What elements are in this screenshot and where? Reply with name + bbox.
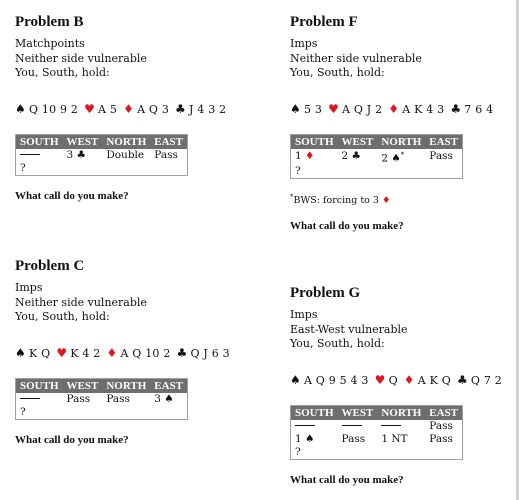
club-icon: ♣ <box>76 148 86 161</box>
heart-icon: ♥ <box>56 345 68 360</box>
club-icon: ♣ <box>450 101 462 116</box>
auction-header-cell: NORTH <box>102 378 150 393</box>
bid-text: Pass <box>106 392 130 405</box>
problem-info <box>15 37 230 81</box>
auction-header-cell: EAST <box>150 378 187 393</box>
auction-cell <box>63 393 103 406</box>
club-icon: ♣ <box>351 150 361 163</box>
question: What call do you make? <box>290 473 404 486</box>
hand-suit-club <box>457 372 502 389</box>
hand <box>290 101 505 117</box>
spade-icon: ♠ <box>290 101 301 116</box>
auction-cell <box>377 446 425 460</box>
footnote-text: BWS: forcing to 3 <box>293 195 382 207</box>
club-icon: ♣ <box>176 345 188 360</box>
problem-info <box>290 37 505 81</box>
auction-cell <box>291 446 338 460</box>
club-icon: ♣ <box>456 372 468 387</box>
dash-line <box>342 425 362 426</box>
hand <box>290 372 505 388</box>
bid-text: Pass <box>429 432 453 445</box>
hand-cards: A Q 10 2 <box>120 346 171 360</box>
problem-c <box>15 257 230 446</box>
hand-cards: Q J 6 3 <box>190 346 230 360</box>
hand-suit-spade <box>15 101 78 118</box>
hand-suit-club <box>177 345 230 362</box>
auction-header-cell: NORTH <box>377 405 425 420</box>
auction-header-cell: SOUTH <box>291 405 338 420</box>
auction-row <box>291 446 463 460</box>
auction-cell <box>63 149 103 162</box>
hand-cards: A Q J 2 <box>342 102 383 116</box>
auction-header-row <box>16 134 188 149</box>
auction-cell <box>16 406 63 420</box>
scoring-line: Matchpoints <box>15 37 85 50</box>
auction-row <box>291 433 463 446</box>
auction-cell <box>425 446 462 460</box>
hand-suit-diamond <box>123 101 169 118</box>
vulnerability-line: Neither side vulnerable <box>290 51 422 65</box>
auction-header-cell: WEST <box>63 378 103 393</box>
hold-line: You, South, hold: <box>15 310 110 323</box>
hand-suit-diamond <box>404 372 451 389</box>
auction-cell <box>425 420 462 433</box>
problem-info <box>15 281 230 325</box>
auction-cell <box>425 149 462 166</box>
problem-title: Problem B <box>15 14 84 30</box>
question: What call do you make? <box>15 433 129 446</box>
spade-icon: ♠ <box>391 152 401 164</box>
dash-line <box>295 425 315 426</box>
auction-cell <box>16 162 63 176</box>
auction-cell <box>338 446 378 460</box>
auction-cell <box>150 149 187 162</box>
question: What call do you make? <box>15 189 129 202</box>
auction-cell <box>102 162 150 176</box>
auction-header-cell: WEST <box>63 134 103 149</box>
scoring-line: Imps <box>290 308 318 321</box>
diamond-icon: ♦ <box>381 195 391 207</box>
hand-cards: A Q 3 <box>137 102 170 116</box>
auction-row <box>291 165 463 179</box>
hand-cards: K Q <box>28 346 51 360</box>
auction-cell <box>377 433 425 446</box>
auction-cell <box>338 420 378 433</box>
diamond-icon: ♦ <box>388 101 400 116</box>
auction-header-row <box>291 405 463 420</box>
problem-title: Problem G <box>290 285 361 301</box>
bid-text: 1 <box>295 150 306 163</box>
problem-title: Problem F <box>290 14 358 30</box>
auction-row <box>16 393 188 406</box>
question: What call do you make? <box>290 220 404 233</box>
hand-suit-diamond <box>107 345 171 362</box>
scoring-line: Imps <box>15 281 43 294</box>
dash-line <box>381 425 401 426</box>
problem-b <box>15 13 230 202</box>
bid-text: 2 <box>381 152 392 164</box>
problem-title: Problem C <box>15 258 85 274</box>
bid-text: Pass <box>429 150 453 163</box>
bid-text: Pass <box>154 148 178 161</box>
auction-row <box>291 420 463 433</box>
heart-icon: ♥ <box>374 372 386 387</box>
auction-header-cell: WEST <box>338 405 378 420</box>
hand-cards: A Q 9 5 4 3 <box>303 373 369 387</box>
dash-line <box>20 154 40 155</box>
auction-cell <box>291 433 338 446</box>
bid-text: ? <box>295 165 301 177</box>
auction-cell <box>150 406 187 420</box>
bid-text: ? <box>20 405 26 418</box>
hand-cards: A K 4 3 <box>402 102 445 116</box>
auction-cell <box>102 393 150 406</box>
hand-cards: Q <box>388 373 398 387</box>
bid-text: 1 NT <box>381 432 408 445</box>
auction-header-row <box>16 378 188 393</box>
dash-line <box>20 398 40 399</box>
hand-cards: Q 7 2 <box>470 373 502 387</box>
hand-suit-heart <box>56 345 100 362</box>
auction-cell <box>377 149 425 166</box>
hold-line: You, South, hold: <box>290 66 385 79</box>
club-icon: ♣ <box>175 101 186 116</box>
auction-cell <box>150 162 187 176</box>
auction-cell <box>338 149 378 166</box>
vulnerability-line: East-West vulnerable <box>290 322 408 336</box>
auction-table <box>15 378 188 420</box>
hand-suit-heart <box>375 372 398 389</box>
heart-icon: ♥ <box>84 101 96 116</box>
auction-cell <box>377 165 425 179</box>
footnote-mark: * <box>290 193 294 201</box>
bid-text: 1 <box>295 432 306 445</box>
bid-text: 3 <box>154 392 165 405</box>
auction-table <box>290 405 463 460</box>
footnote-mark: * <box>400 150 405 159</box>
hand <box>15 345 230 361</box>
vulnerability-line: Neither side vulnerable <box>15 295 147 309</box>
auction-cell <box>291 149 338 166</box>
bid-text: 3 <box>66 148 77 161</box>
bid-text: Pass <box>341 432 366 445</box>
problem-info <box>290 308 505 352</box>
scoring-line: Imps <box>290 37 318 50</box>
hand-cards: 7 6 4 <box>464 102 494 116</box>
auction-cell <box>425 165 462 179</box>
bid-text: 2 <box>341 150 352 163</box>
auction-row <box>16 149 188 162</box>
auction-cell <box>150 393 187 406</box>
auction-cell <box>102 406 150 420</box>
auction-header-cell: EAST <box>425 134 462 149</box>
hold-line: You, South, hold: <box>290 337 385 350</box>
spade-icon: ♠ <box>15 345 26 360</box>
auction-cell <box>16 149 63 162</box>
auction-cell <box>102 149 150 162</box>
spade-icon: ♠ <box>305 432 315 445</box>
bid-text: Double <box>106 148 145 161</box>
problem-f <box>290 13 505 232</box>
auction-table <box>290 134 463 180</box>
heart-icon: ♥ <box>328 101 340 116</box>
auction-row <box>16 162 188 176</box>
footnote <box>290 193 505 206</box>
diamond-icon: ♦ <box>305 150 315 163</box>
auction-table <box>15 134 188 176</box>
auction-header-cell: EAST <box>150 134 187 149</box>
hand-cards: K 4 2 <box>70 346 101 360</box>
bid-text: Pass <box>66 392 91 405</box>
diamond-icon: ♦ <box>123 101 135 116</box>
diamond-icon: ♦ <box>106 345 118 360</box>
hand-suit-spade <box>290 101 322 118</box>
auction-row <box>291 149 463 166</box>
vulnerability-line: Neither side vulnerable <box>15 51 147 65</box>
hand-suit-spade <box>15 345 50 362</box>
auction-header-cell: SOUTH <box>16 378 63 393</box>
auction-cell <box>338 433 378 446</box>
spade-icon: ♠ <box>15 101 26 116</box>
auction-cell <box>425 433 462 446</box>
hold-line: You, South, hold: <box>15 66 110 79</box>
auction-cell <box>291 165 338 179</box>
hand-suit-spade <box>290 372 369 389</box>
auction-header-cell: NORTH <box>102 134 150 149</box>
auction-cell <box>338 165 378 179</box>
auction-cell <box>377 420 425 433</box>
bid-text: ? <box>20 161 26 174</box>
diamond-icon: ♦ <box>403 372 415 387</box>
bid-text: Pass <box>429 419 453 432</box>
hand-cards: A 5 <box>98 102 118 116</box>
auction-header-cell: SOUTH <box>16 134 63 149</box>
bid-text: ? <box>295 445 301 458</box>
problem-g <box>290 284 505 486</box>
hand-suit-club <box>175 101 226 118</box>
hand-suit-heart <box>328 101 382 118</box>
auction-header-cell: SOUTH <box>291 134 338 149</box>
hand-suit-diamond <box>388 101 444 118</box>
spade-icon: ♠ <box>164 392 174 405</box>
hand-cards: Q 10 9 2 <box>28 102 79 116</box>
spade-icon: ♠ <box>290 372 301 387</box>
hand-suit-heart <box>84 101 117 118</box>
auction-row <box>16 406 188 420</box>
auction-cell <box>63 162 103 176</box>
auction-header-cell: WEST <box>338 134 378 149</box>
auction-header-row <box>291 134 463 149</box>
hand-suit-club <box>450 101 493 118</box>
auction-header-cell: NORTH <box>377 134 425 149</box>
hand-cards: J 4 3 2 <box>189 102 227 116</box>
auction-header-cell: EAST <box>425 405 462 420</box>
auction-cell <box>63 406 103 420</box>
auction-cell <box>16 393 63 406</box>
auction-cell <box>291 420 338 433</box>
hand-cards: 5 3 <box>303 102 323 116</box>
hand-cards: A K Q <box>417 373 451 387</box>
hand <box>15 101 230 117</box>
